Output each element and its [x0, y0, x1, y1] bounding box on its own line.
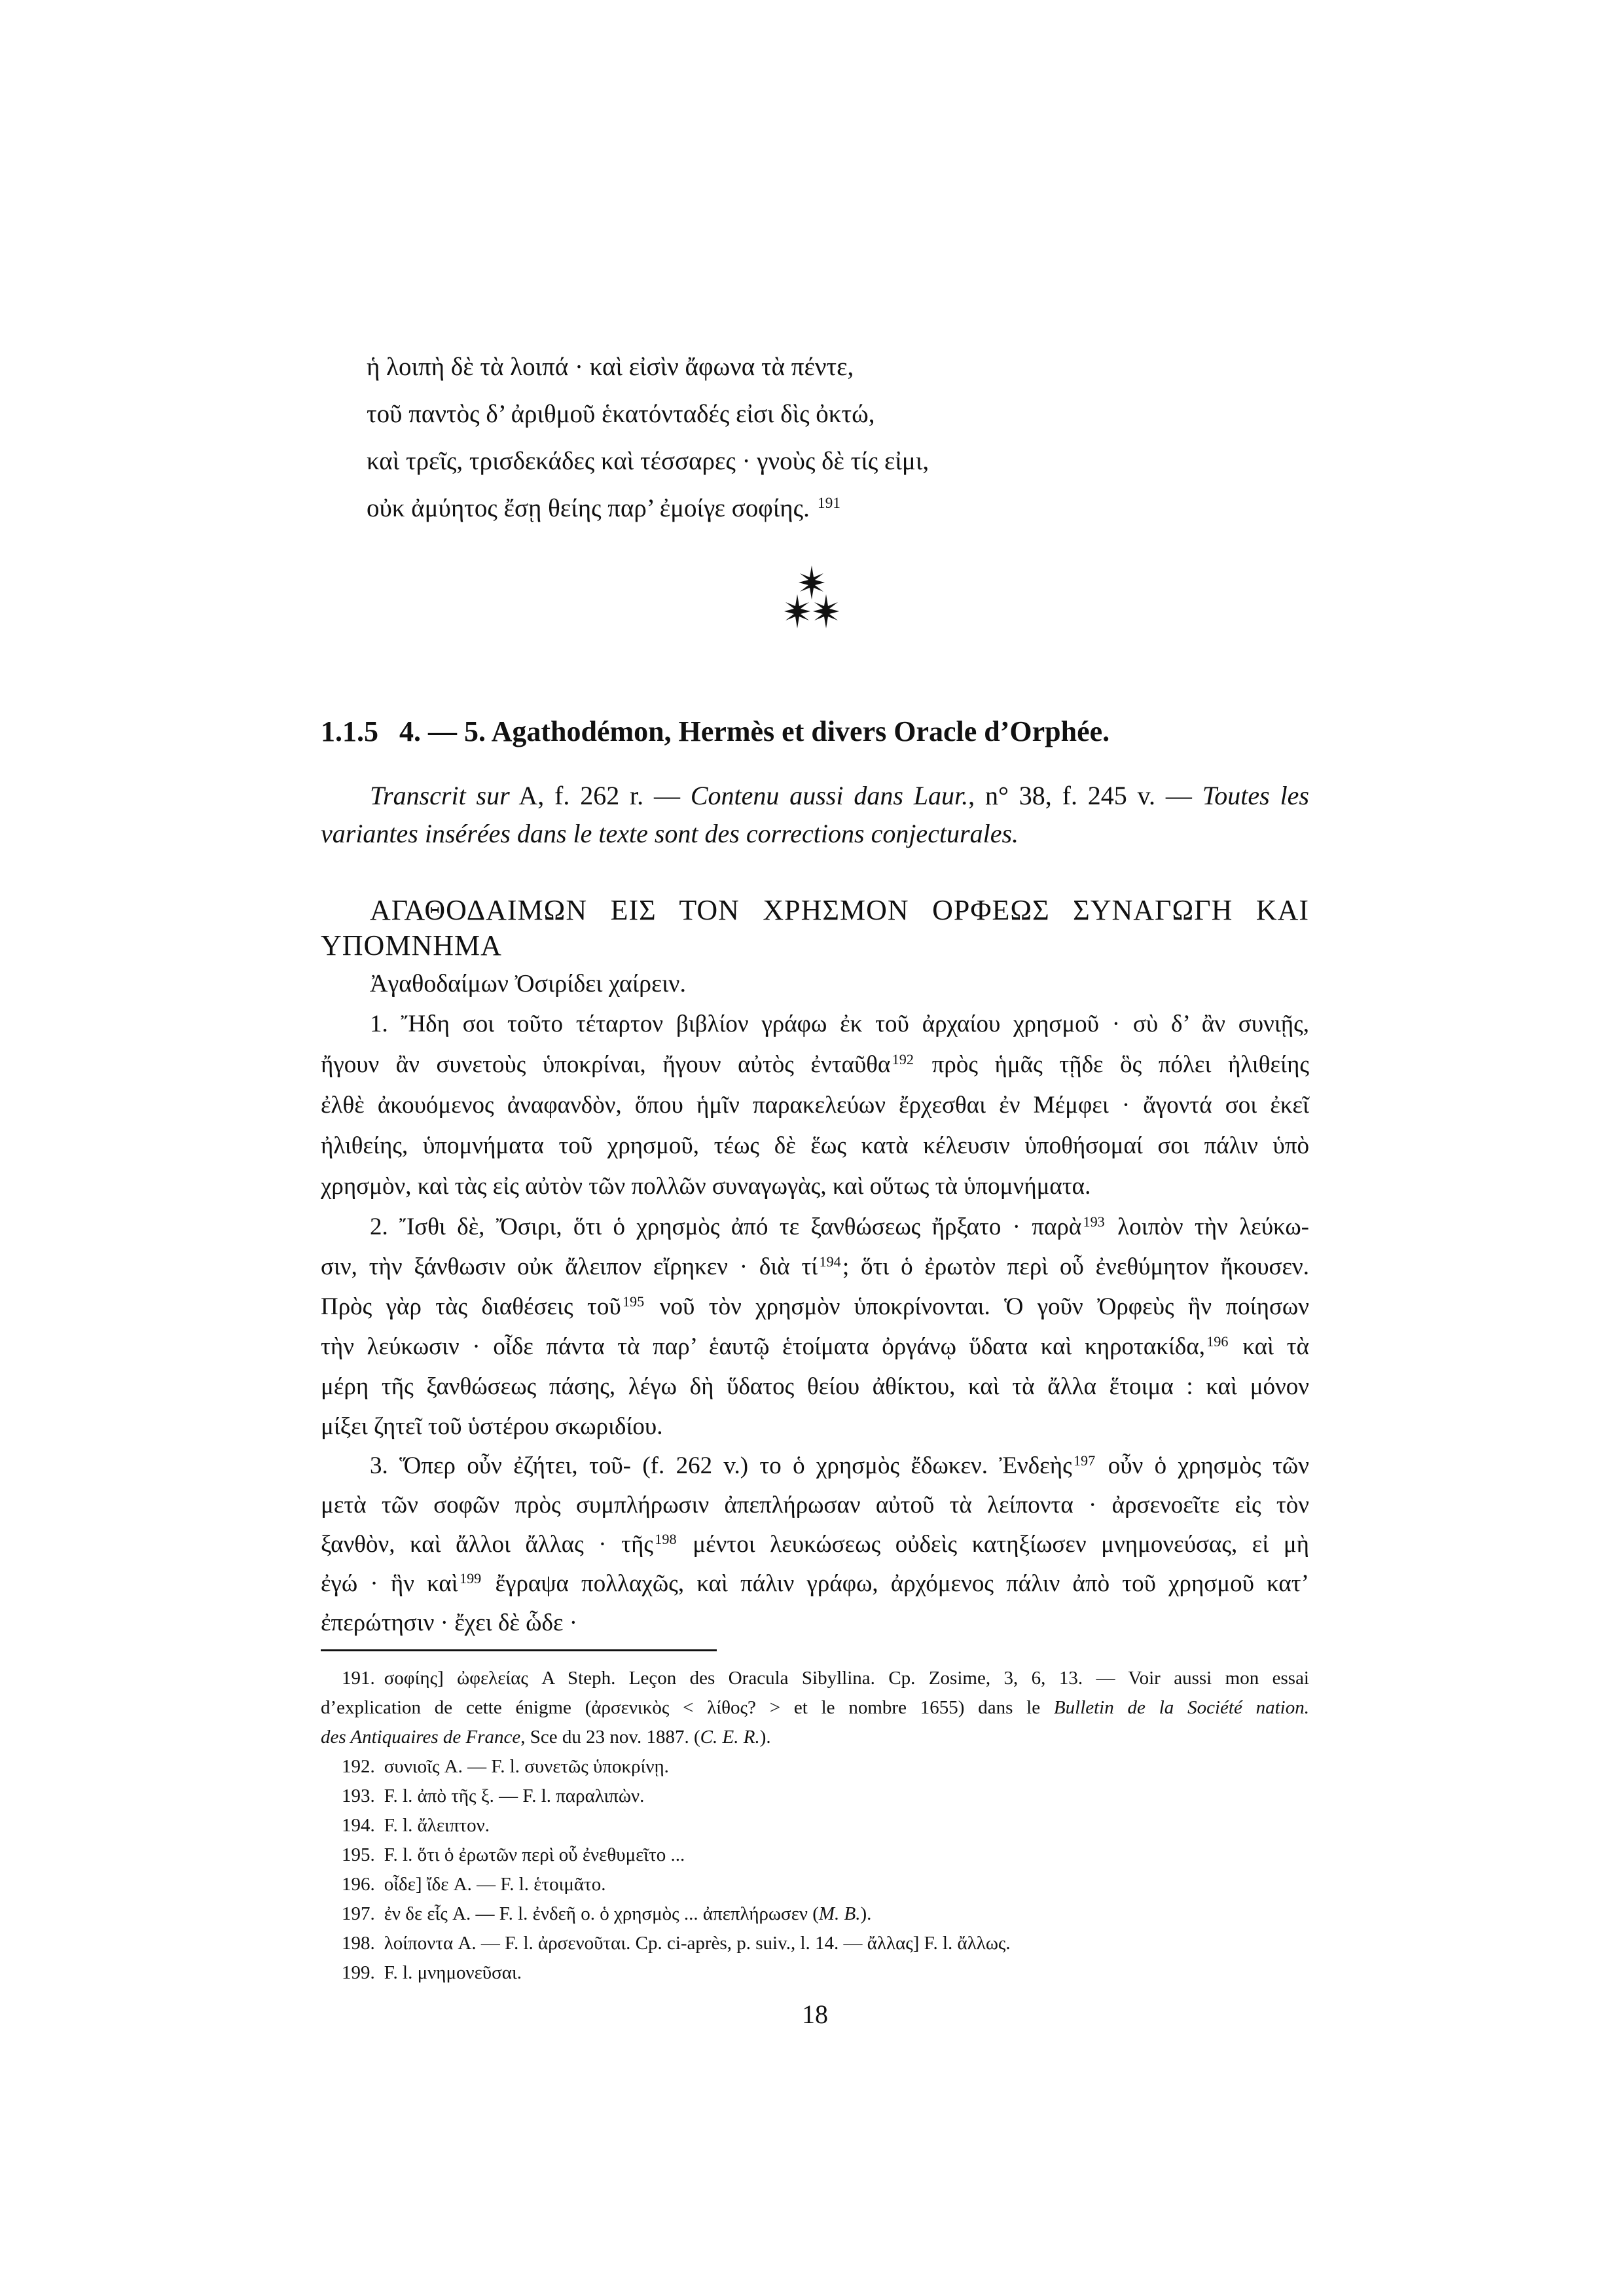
text-line [321, 1604, 1309, 1643]
footnote-number: 199. [342, 1962, 375, 1983]
text-line [367, 344, 1309, 391]
text-run: F. l. ἄλειπτον. [384, 1815, 490, 1836]
text-line [321, 893, 1309, 928]
text-line [321, 928, 1309, 963]
text-run: 1. Ἤδη σοι τοῦτο τέταρτον βιβλίον γράφω ἐκ τοῦ ἀρχαίου χρησμοῦ · σὺ δ’ ἂν συνιῇς, [370, 1011, 1309, 1037]
text-run: οἶδε] ἴδε A. — F. l. ἑτοιμᾶτο. [384, 1874, 606, 1895]
text-run: ἡ λοιπὴ δὲ τὰ λοιπά · καὶ εἰσὶν ἄφωνα τὰ πέντε, [367, 353, 854, 381]
footnote-ref[interactable]: 193 [1083, 1213, 1105, 1230]
text-run: Ἀγαθοδαίμων Ὀσιρίδει χαίρειν. [370, 970, 686, 997]
text-run: πρὸς ἡμᾶς τῇδε ὃς πόλει ἠλιθείης [915, 1051, 1309, 1078]
footnote-ref[interactable]: 196 [1206, 1333, 1229, 1350]
text-run: F. l. ἀπὸ τῆς ξ. — F. l. παραλιπὼν. [384, 1785, 645, 1806]
footnote-ref[interactable]: 198 [655, 1530, 677, 1547]
text-line [321, 1525, 1309, 1564]
footnote [321, 1811, 1309, 1840]
section-title: 4. — 5. Agathodémon, Hermès et divers Oracle d’Orphée. [399, 715, 1110, 747]
text-line [321, 1564, 1309, 1604]
text-run: οὐκ ἀμύητος ἔσῃ θείης παρ’ ἐμοίγε σοφίης. [367, 494, 816, 522]
section-heading [321, 709, 1309, 755]
italic-text: des Antiquaires de France [321, 1727, 521, 1748]
text-run: συνιοῖς A. — F. l. συνετῶς ὑποκρίνῃ. [384, 1756, 669, 1777]
text-run: χρησμὸν, καὶ τὰς εἰς αὐτὸν τῶν πολλῶν συναγωγὰς, καὶ οὕτως τὰ ὑπομνήματα. [321, 1173, 1091, 1200]
text-line [321, 1287, 1309, 1327]
text-run: d’explication de cette énigme (ἀρσενικὸς < λίθος? > et le nombre 1655) dans le [321, 1697, 1054, 1718]
source-note [321, 777, 1309, 853]
text-run: καὶ τρεῖς, τρισδεκάδες καὶ τέσσαρες · γνοὺς δὲ τίς εἰμι, [367, 447, 929, 475]
text-line [321, 1811, 1309, 1840]
text-line [321, 1327, 1309, 1367]
footnote-ref[interactable]: 194 [819, 1253, 841, 1270]
page-body [321, 344, 1309, 2031]
italic-text: Bulletin de la Société nation. [1053, 1697, 1309, 1718]
footnote [321, 1840, 1309, 1870]
text-line [321, 1723, 1309, 1752]
asterism-icon [772, 564, 851, 630]
text-line [367, 391, 1309, 438]
footnote-number: 191. [342, 1668, 375, 1689]
text-run: μίξει ζητεῖ τοῦ ὑστέρου σκωριδίου. [321, 1413, 663, 1440]
text-run: 3. Ὅπερ οὖν ἐζήτει, τοῦ- (f. 262 v.) το ὁ χρησμὸς ἔδωκεν. Ἐνδεὴς [370, 1452, 1072, 1479]
text-run: καὶ τὰ [1229, 1333, 1309, 1360]
text-run: ἐλθὲ ἀκουόμενος ἀναφανδὸν, ὅπου ἡμῖν παρακελεύων ἔρχεσθαι ἐν Μέμφει · ἄγοντά σοι ἐκεῖ [321, 1092, 1309, 1119]
text-run: λοιπὸν τὴν λεύκω- [1106, 1213, 1310, 1240]
footnote-number: 195. [342, 1844, 375, 1865]
footnote-ref[interactable]: 197 [1073, 1452, 1096, 1469]
text-run: ἐν δε εἷς A. — F. l. ἐνδεῆ ο. ὁ χρησμὸς ... ἀπεπλήρωσεν ( [384, 1903, 819, 1924]
footnote [321, 1782, 1309, 1811]
footnote-number: 192. [342, 1756, 375, 1777]
text-run: , Sce du 23 nov. 1887. ( [520, 1727, 700, 1748]
text-run: ἐπερώτησιν · ἔχει δὲ ὧδε · [321, 1609, 578, 1636]
text-run: F. l. μνημονεῦσαι. [384, 1962, 522, 1983]
text-run: ἔγραψα πολλαχῶς, καὶ πάλιν γράφω, ἀρχόμενος πάλιν ἀπὸ τοῦ χρησμοῦ κατ’ [482, 1570, 1309, 1597]
footnote-separator [321, 1649, 717, 1651]
text-line [321, 1407, 1309, 1446]
text-line [321, 1045, 1309, 1085]
text-run: ). [860, 1903, 872, 1924]
paragraph-1 [321, 1004, 1309, 1207]
text-line [321, 1752, 1309, 1782]
text-run: ΑΓΑΘΟΔΑΙΜΩΝ ΕΙΣ ΤΟΝ ΧΡΗΣΜΟΝ ΟΡΦΕΩΣ ΣΥΝΑΓΩΓΗ ΚΑΙ [370, 894, 1309, 926]
text-line [321, 1085, 1309, 1126]
text-line [321, 1840, 1309, 1870]
text-line [321, 1782, 1309, 1811]
section-number: 1.1.5 [321, 715, 378, 747]
footnote-number: 193. [342, 1785, 375, 1806]
text-run: νοῦ τὸν χρησμὸν ὑποκρίνονται. Ὁ γοῦν Ὀρφεὺς ἣν ποίησων [645, 1293, 1309, 1320]
text-run: σιν, τὴν ξάνθωσιν οὐκ ἄλειπον εἴρηκεν · διὰ τί [321, 1253, 818, 1280]
text-line [321, 1247, 1309, 1287]
text-line [321, 1929, 1309, 1958]
text-line [321, 1958, 1309, 1988]
paragraph-3 [321, 1446, 1309, 1643]
text-run: μέρη τῆς ξανθώσεως πάσης, λέγω δὴ ὕδατος θείου ἀθίκτου, καὶ τὰ ἄλλα ἕτοιμα : καὶ μόνον [321, 1373, 1309, 1400]
salutation [321, 963, 1309, 1004]
text-run: Πρὸς γὰρ τὰς διαθέσεις τοῦ [321, 1293, 621, 1320]
text-line [321, 963, 1309, 1004]
text-line [321, 1446, 1309, 1486]
footnote-number: 194. [342, 1815, 375, 1836]
italic-text: variantes insérées dans le texte sont des corrections conjecturales. [321, 819, 1019, 848]
text-line [321, 777, 1309, 815]
footnote-number: 196. [342, 1874, 375, 1895]
text-run: , n° 38, f. 245 v. — [968, 781, 1202, 810]
greek-title [321, 893, 1309, 963]
text-run: οὖν ὁ χρησμὸς τῶν [1096, 1452, 1309, 1479]
text-line [321, 1004, 1309, 1045]
text-run: ἤγουν ἂν συνετοὺς ὑποκρίναι, ἤγουν αὐτὸς ἐνταῦθα [321, 1051, 891, 1078]
text-run: τὴν λεύκωσιν · οἶδε πάντα τὰ παρ’ ἑαυτῷ ἑτοίματα ὀργάνῳ ὕδατα καὶ κηροτακίδα, [321, 1333, 1205, 1360]
text-line [367, 485, 1309, 532]
text-run: A, f. 262 r. — [509, 781, 691, 810]
text-run: 2. Ἴσθι δὲ, Ὄσιρι, ὅτι ὁ χρησμὸς ἀπό τε ξανθώσεως ἤρξατο · παρὰ [370, 1213, 1082, 1240]
footnote-ref[interactable]: 195 [622, 1293, 645, 1310]
text-run: ; ὅτι ὁ ἐρωτὸν περὶ οὗ ἐνεθύμητον ἤκουσεν. [842, 1253, 1309, 1280]
footnote-number: 198. [342, 1933, 375, 1954]
text-run: ξανθὸν, καὶ ἄλλοι ἄλλας · τῆς [321, 1531, 654, 1558]
footnote-ref[interactable]: 191 [817, 495, 840, 512]
text-line [321, 1126, 1309, 1166]
footnote [321, 1958, 1309, 1988]
text-line [321, 1899, 1309, 1929]
italic-text: Toutes les [1202, 781, 1309, 810]
text-run: F. l. ὅτι ὁ ἐρωτῶν περὶ οὗ ἐνεθυμεῖτο ... [384, 1844, 685, 1865]
text-line [321, 1486, 1309, 1525]
verse-passage [321, 344, 1309, 532]
text-line [321, 1664, 1309, 1693]
italic-text: Transcrit sur [370, 781, 510, 810]
footnote-ref[interactable]: 199 [459, 1570, 482, 1587]
text-line [321, 1367, 1309, 1407]
italic-text: C. E. R. [700, 1727, 760, 1748]
page-number: 18 [802, 2000, 828, 2029]
text-line [321, 1693, 1309, 1723]
footnote-number: 197. [342, 1903, 375, 1924]
text-line [321, 1207, 1309, 1247]
footnote-ref[interactable]: 192 [892, 1050, 914, 1067]
text-run: λοίποντα A. — F. l. ἀρσενοῦται. Cp. ci-après, p. suiv., l. 14. — ἄλλας] F. l. ἄλλως. [384, 1933, 1011, 1954]
text-line [321, 1870, 1309, 1899]
text-run: τοῦ παντὸς δ’ ἀριθμοῦ ἑκατόνταδές εἰσι δὶς ὀκτώ, [367, 400, 875, 428]
text-line [321, 815, 1309, 853]
text-line [321, 1166, 1309, 1207]
footnote [321, 1870, 1309, 1899]
text-run: ἐγώ · ἣν καὶ [321, 1570, 458, 1597]
text-run: ). [759, 1727, 771, 1748]
italic-text: M. B. [818, 1903, 861, 1924]
footnote [321, 1664, 1309, 1752]
text-run: ἠλιθείης, ὑπομνήματα τοῦ χρησμοῦ, τέως δὲ ἕως κατὰ κέλευσιν ὑποθήσομαί σοι πάλιν ὑπὸ [321, 1132, 1309, 1159]
text-run: σοφίης] ὠφελείας A Steph. Leçon des Oracula Sibyllina. Cp. Zosime, 3, 6, 13. — Voir aussi mon essai [384, 1668, 1309, 1689]
italic-text: Contenu aussi dans Laur. [690, 781, 969, 810]
paragraph-2 [321, 1207, 1309, 1446]
footnote [321, 1899, 1309, 1929]
footnote [321, 1752, 1309, 1782]
text-line [367, 438, 1309, 485]
footnotes [321, 1664, 1309, 1988]
text-run: μετὰ τῶν σοφῶν πρὸς συμπλήρωσιν ἀπεπλήρωσαν αὐτοῦ τὰ λείποντα · ἀρσενοεῖτε εἰς τὸν [321, 1492, 1309, 1518]
text-run: μέντοι λευκώσεως οὐδεὶς κατηξίωσεν μνημονεύσας, εἰ μὴ [677, 1531, 1310, 1558]
text-run: ΥΠΟΜΝΗΜΑ [321, 929, 502, 961]
footnote [321, 1929, 1309, 1958]
